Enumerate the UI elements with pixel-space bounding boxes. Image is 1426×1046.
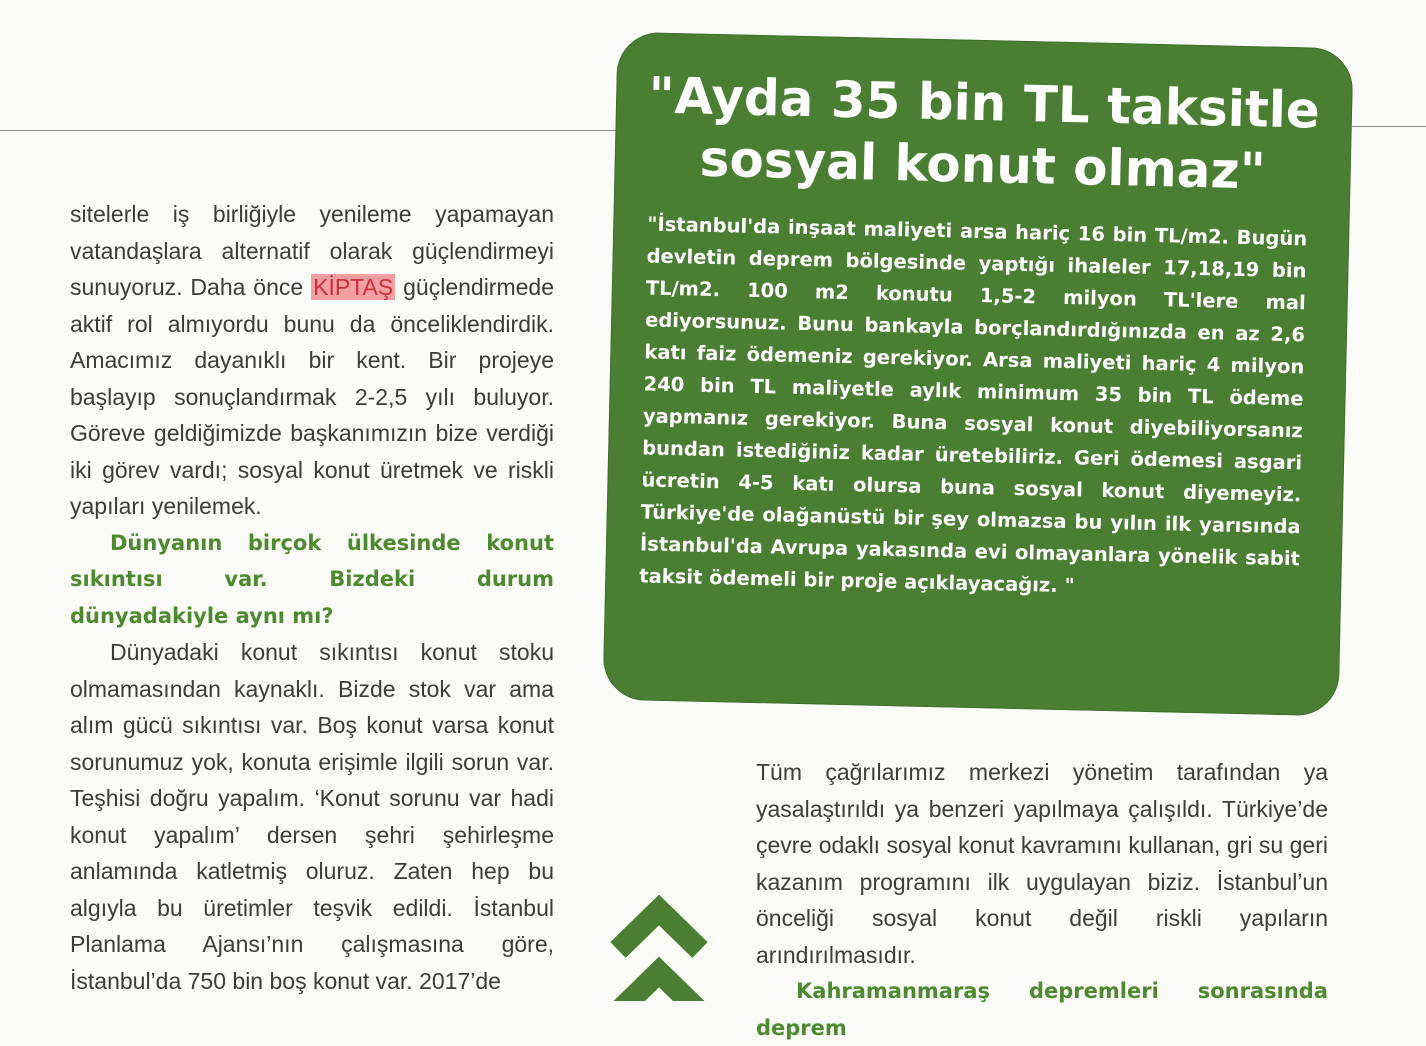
chevron-up-decoration-icon (604, 890, 714, 1001)
para1-text-end: güçlendirmede aktif rol almıyordu bunu da önceliklendirdik. Amacımız dayanıklı bir kent. Bir projeye başlayıp sonuçlandırmak 2-2,5 yılı buluyor. Göreve geldiğimizde başkanımızın bize verdiği iki görev vardı; sosyal konut üretmek ve riskli yapıları yenilemek. (70, 274, 554, 519)
left-paragraph-1 (70, 196, 554, 525)
interview-question: Dünyanın birçok ülkesinde konut sıkıntısı var. Bizdeki durum dünyadakiyle aynı mı? (70, 530, 554, 628)
para1-text-start: sitelerle iş birliğiyle yenileme yapamayan vatandaşlara alternatif olarak güçlendirmeyi sunuyoruz. Daha önce (70, 201, 554, 300)
right-paragraph-1: Tüm çağrılarımız merkezi yönetim tarafından ya yasalaştırıldı ya benzeri yapılmaya çalışıldı. Türkiye’de çevre odaklı sosyal konut kavramını kullanan, gri su geri kazanım programını ilk uygulayan biziz. İstanbul’un önceliği sosyal konut değil riskli yapıların arındırılmasıdır. (756, 759, 1328, 968)
left-column (70, 196, 554, 999)
top-rule-left (0, 130, 640, 131)
right-column (756, 754, 1328, 1046)
left-paragraph-2: Dünyadaki konut sıkıntısı konut stoku olmamasından kaynaklı. Bizde stok var ama alım gücü sıkıntısı var. Boş konut varsa konut sorunumuz yok, konuta erişimle ilgili sorun var. Teşhisi doğru yapalım. ‘Konut sorunu var hadi konut yapalım’ dersen şehri şehirleşme anlamında katletmiş oluruz. Zaten hep bu algıyla bu üretimler teşvik edildi. İstanbul Planlama Ajansı’nın çalışmasına göre, İstanbul’da 750 bin boş konut var. 2017’de (70, 639, 554, 994)
quote-box (603, 32, 1354, 717)
quote-box-title: "Ayda 35 bin TL taksitle sosyal konut olmaz" (647, 66, 1321, 201)
highlighted-term: KİPTAŞ (313, 274, 394, 300)
right-question-start: Kahramanmaraş depremleri sonrasında deprem (756, 979, 1328, 1040)
quote-box-body: "İstanbul'da inşaat maliyeti arsa hariç 16 bin TL/m2. Bugün devletin deprem bölgesinde yaptığı ihaleler 17,18,19 bin TL/m2. 100 m2 konutu 1,5-2 milyon TL'lere mal ediyorsunuz. Bunu bankayla borçlandırdığınızda en az 2,6 katı faiz ödemeniz gerekiyor. Arsa maliyeti hariç 4 milyon 240 bin TL maliyetle aylık minimum 35 bin TL ödeme yapmanız gerekiyor. Buna sosyal konut diyebiliyorsanız bundan istediğiniz kadar üretebiliriz. Geri ödemesi asgari ücretin 4-5 katı olursa buna sosyal konut diyemeyiz. Türkiye'de olağanüstü bir şey olmazsa bu yılın ilk yarısında İstanbul'da Avrupa yakasında evi olmayanlara yönelik sabit taksit ödemeli bir proje açıklayacağız. " (639, 212, 1308, 598)
